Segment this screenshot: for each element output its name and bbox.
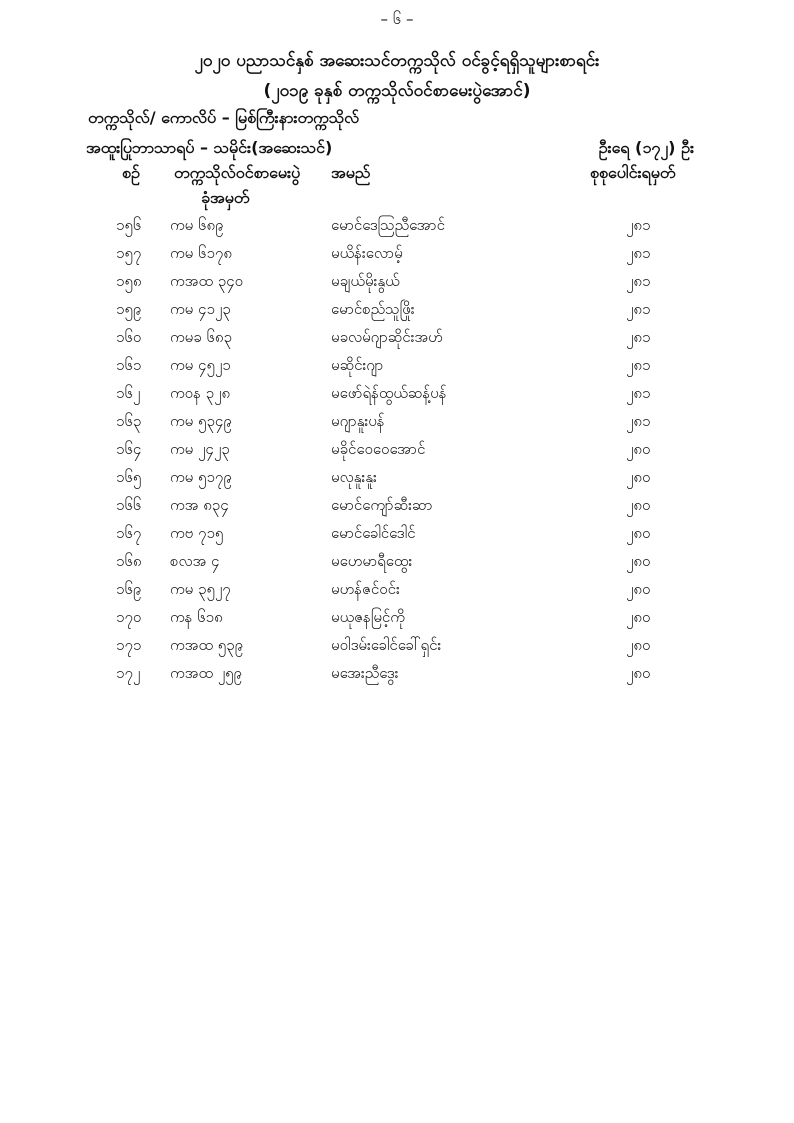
table-row <box>0 576 794 604</box>
student-name: မဂျာနူးပန် <box>331 412 385 430</box>
university-line: တက္ကသိုလ်/ ကောလိပ် – မြစ်ကြီးနားတက္ကသိုလ် <box>88 108 360 127</box>
document-subtitle: (၂၀၁၉ ခုနှစ် တက္ကသိုလ်ဝင်စာမေးပွဲအောင်) <box>263 81 531 101</box>
row-number: ၁၇၁ <box>116 636 142 654</box>
table-row <box>0 492 794 520</box>
roll-number: ကအထ ၂၅၉ <box>170 664 242 682</box>
table-row <box>0 296 794 324</box>
total-mark: ၂၈၁ <box>626 328 651 346</box>
table-row <box>0 436 794 464</box>
student-name: မအေးညီဒွေး <box>331 664 399 682</box>
roll-number: ကမ ၆၁၇၈ <box>170 244 232 262</box>
student-name: မလုနူးနူး <box>331 468 377 486</box>
table-row <box>0 352 794 380</box>
student-name: မချယ်မိုးနွယ် <box>331 272 400 290</box>
header-no: စဉ် <box>122 163 140 182</box>
total-mark: ၂၈၀ <box>626 608 651 626</box>
student-name: မောင်ဒေသြညီအောင် <box>331 216 445 234</box>
total-mark: ၂၈၀ <box>626 468 651 486</box>
roll-number: စလအ ၄ <box>170 552 220 570</box>
student-name: မယိန်းလောမ့် <box>331 244 403 262</box>
roll-number: ကမ ၂၄၂၃ <box>170 440 230 458</box>
header-roll-number: တက္ကသိုလ်ဝင်စာမေးပွဲ <box>174 163 301 182</box>
row-number: ၁၇၀ <box>116 608 142 626</box>
page-number: – ၆ – <box>380 10 414 28</box>
table-row <box>0 212 794 240</box>
row-number: ၁၆၇ <box>116 524 142 542</box>
roll-number: ကအထ ၃၄၀ <box>170 272 244 290</box>
total-mark: ၂၈၀ <box>626 580 651 598</box>
roll-number: ကန ၆၁၈ <box>170 608 223 626</box>
row-number: ၁၅၉ <box>116 300 142 318</box>
table-row <box>0 324 794 352</box>
table-row <box>0 520 794 548</box>
row-number: ၁၆၅ <box>116 468 142 486</box>
roll-number: ကမ ၃၅၂၇ <box>170 580 231 598</box>
total-mark: ၂၈၁ <box>626 384 651 402</box>
roll-number: ကမ ၅၃၄၉ <box>170 412 232 430</box>
roll-number: ကမ ၆၈၉ <box>170 216 224 234</box>
row-number: ၁၆၃ <box>116 412 142 430</box>
table-row <box>0 408 794 436</box>
row-number: ၁၆၄ <box>116 440 142 458</box>
row-number: ၁၅၈ <box>116 272 142 290</box>
total-mark: ၂၈၁ <box>626 356 651 374</box>
total-mark: ၂၈၀ <box>626 664 651 682</box>
row-number: ၁၅၆ <box>116 216 142 234</box>
student-name: မယုဇနမြင့်ကို <box>331 608 405 626</box>
roll-number: ကမ ၄၅၂၁ <box>170 356 231 374</box>
subject-line: အထူးပြုဘာသာရပ် – သမိုင်း(အဆေးသင်) <box>86 138 333 157</box>
total-mark: ၂၈၀ <box>626 524 651 542</box>
total-mark: ၂၈၁ <box>626 244 651 262</box>
total-mark: ၂၈၁ <box>626 412 651 430</box>
roll-number: ကအ ၈၃၄ <box>170 496 229 514</box>
total-mark: ၂၈၀ <box>626 552 651 570</box>
table-row <box>0 632 794 660</box>
row-number: ၁၇၂ <box>116 664 141 682</box>
header-roll-number-line2: ခုံအမှတ် <box>201 188 250 207</box>
student-name: မဖော်ရဲန်ထွယ်ဆန့်ပန် <box>331 384 447 402</box>
roll-number: ကဝန ၃၂၈ <box>170 384 231 402</box>
student-name: မောင်ကျော်ဆီးဆာ <box>331 496 433 514</box>
table-row <box>0 548 794 576</box>
header-total-mark: စုစုပေါင်းရမှတ် <box>590 163 676 182</box>
student-name: မဟန်ဇင်ဝင်း <box>331 580 400 598</box>
row-number: ၁၆၁ <box>116 356 142 374</box>
student-name: မခိုင်ဝေဝေအောင် <box>331 440 426 458</box>
table-row <box>0 660 794 688</box>
student-name: မခလမ်ဂျာဆိုင်းအဟ် <box>331 328 443 346</box>
student-name: မဆိုင်းဂျာ <box>331 356 384 374</box>
total-count: ဦးရေ (၁၇၂) ဦး <box>598 138 694 157</box>
roll-number: ကဗ ၇၁၅ <box>170 524 224 542</box>
student-name: မဟေမာရီထွေး <box>331 552 413 570</box>
header-name: အမည် <box>331 163 371 182</box>
roll-number: ကမ ၅၁၇၉ <box>170 468 232 486</box>
table-row <box>0 268 794 296</box>
total-mark: ၂၈၀ <box>626 496 651 514</box>
document-title: ၂၀၂၀ ပညာသင်နှစ် အဆေးသင်တက္ကသိုလ် ဝင်ခွင့်ရရှိသူများစာရင်း <box>194 51 600 71</box>
roll-number: ကမခ ၆၈၃ <box>170 328 232 346</box>
row-number: ၁၅၇ <box>116 244 142 262</box>
student-name: မောင်စည်သူဖြိုး <box>331 300 415 318</box>
table-row <box>0 240 794 268</box>
row-number: ၁၆၆ <box>116 496 142 514</box>
row-number: ၁၆၀ <box>116 328 142 346</box>
total-mark: ၂၈၁ <box>626 216 651 234</box>
table-row <box>0 604 794 632</box>
total-mark: ၂၈၁ <box>626 272 651 290</box>
total-mark: ၂၈၀ <box>626 636 651 654</box>
total-mark: ၂၈၁ <box>626 300 651 318</box>
total-mark: ၂၈၀ <box>626 440 651 458</box>
row-number: ၁၆၉ <box>116 580 142 598</box>
table-row <box>0 380 794 408</box>
roll-number: ကအထ ၅၃၉ <box>170 636 244 654</box>
row-number: ၁၆၂ <box>116 384 141 402</box>
results-table <box>0 212 794 688</box>
row-number: ၁၆၈ <box>116 552 142 570</box>
roll-number: ကမ ၄၁၂၃ <box>170 300 231 318</box>
student-name: မဝါဒမ်းခေါင်ခေါ်ရှင်း <box>331 636 442 654</box>
table-row <box>0 464 794 492</box>
student-name: မောင်ခေါင်ဒေါင် <box>331 524 416 542</box>
